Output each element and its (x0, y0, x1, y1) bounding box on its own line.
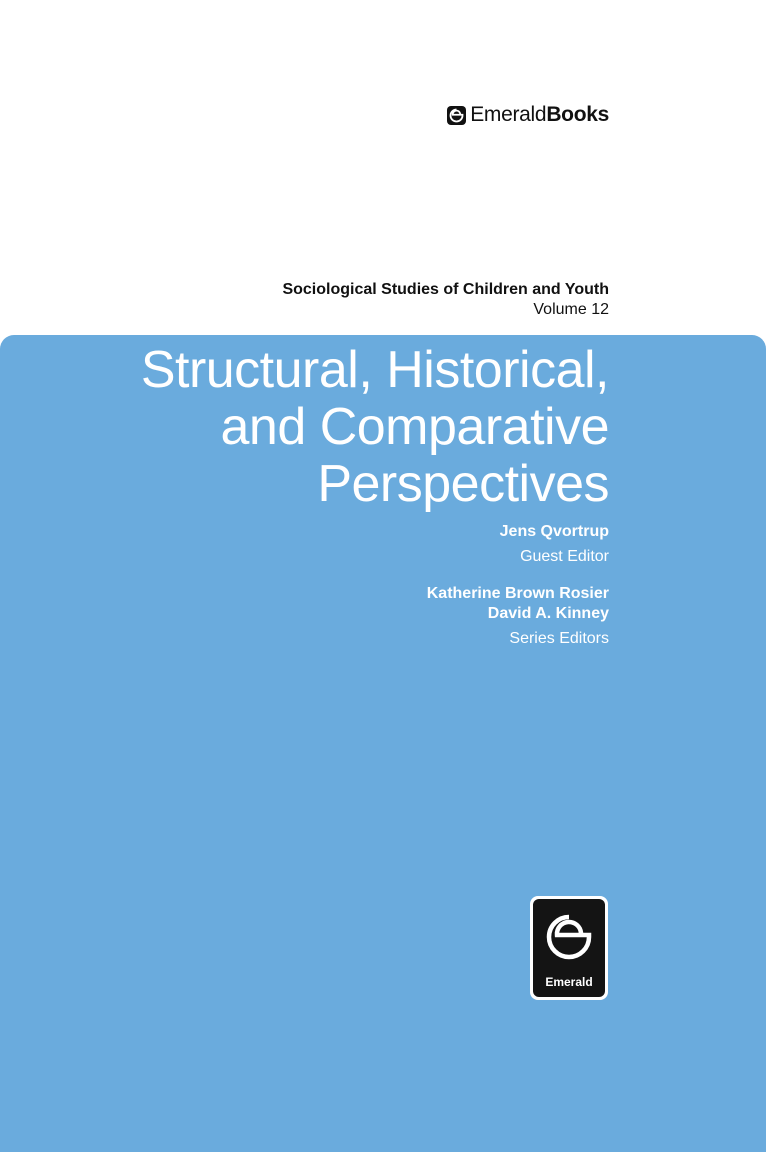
series-title: Sociological Studies of Children and Youth (282, 281, 609, 298)
emerald-e-icon (447, 106, 466, 125)
series-editors-role: Series Editors (509, 630, 609, 647)
book-title-line-1: Structural, Historical, (140, 341, 609, 399)
book-title-line-3: Perspectives (317, 455, 609, 513)
series-editor-name: Katherine Brown Rosier (426, 585, 609, 602)
credits (427, 522, 609, 649)
publisher-name-books: Books (546, 103, 609, 126)
series-volume: Volume 12 (533, 301, 609, 318)
book-title-line-2: and Comparative (220, 398, 609, 456)
publisher-name-emerald: Emerald (470, 103, 547, 126)
publisher-logo (447, 102, 609, 128)
guest-editor-role: Guest Editor (520, 548, 609, 565)
guest-editor-name: Jens Qvortrup (499, 523, 609, 540)
emerald-e-icon (545, 913, 593, 961)
badge-label: Emerald (545, 975, 593, 989)
series-block (282, 280, 609, 320)
emerald-badge-logo (530, 896, 608, 1000)
series-editor-name: David A. Kinney (487, 605, 609, 622)
book-title (141, 342, 609, 513)
